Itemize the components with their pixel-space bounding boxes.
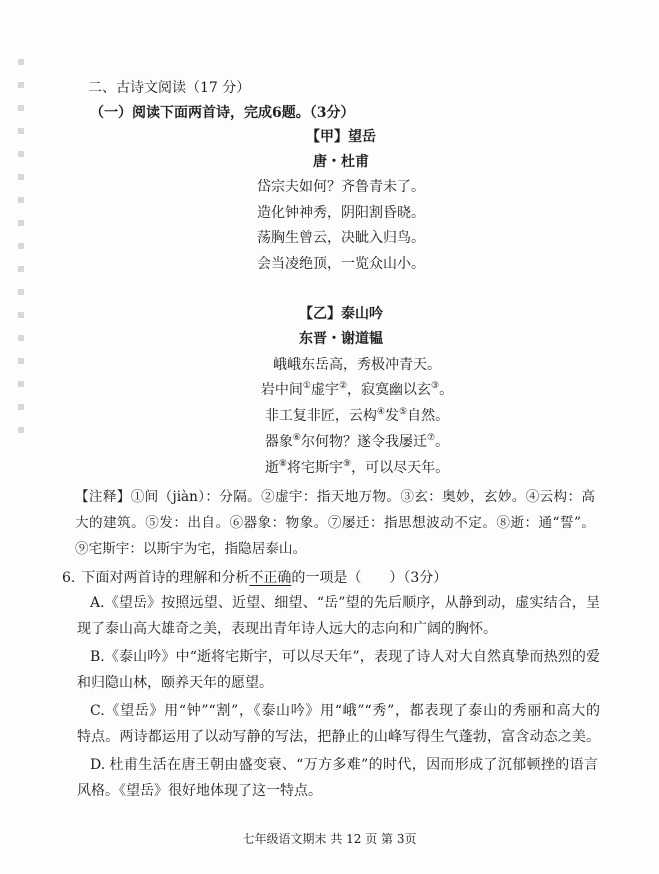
footnote-marker: ⑧ bbox=[278, 459, 287, 469]
option-b-line-2: 和归隐山林，颐养天年的愿望。 bbox=[77, 675, 273, 691]
footnote-marker: ② bbox=[338, 381, 348, 391]
footnote-marker: ① bbox=[302, 381, 311, 391]
footnote-marker: ⑨ bbox=[343, 459, 352, 469]
option-c-line-1 bbox=[90, 700, 600, 722]
poem-line: 岱宗夫如何？齐鲁青未了。 bbox=[257, 179, 425, 195]
option-label: A. bbox=[90, 595, 105, 611]
option-label: C. bbox=[90, 703, 105, 719]
poem-title: 【甲】望岳 bbox=[306, 129, 376, 145]
option-a-line-2: 现了泰山高大雄奇之美，表现出青年诗人远大的志向和广阔的胸怀。 bbox=[77, 621, 497, 637]
annotation-line: ⑨宅斯宇：以斯宇为宅，指隐居泰山。 bbox=[75, 541, 307, 557]
poem-line: 会当凌绝顶，一览众山小。 bbox=[257, 256, 425, 272]
page-footer: 七年级语文期末 共 12 页 第 3页 bbox=[242, 832, 417, 846]
option-text: 杜甫生活在唐王朝由盛变衰、“万方多难”的时代，因而形成了沉郁顿挫的语言 bbox=[109, 757, 598, 773]
footnote-marker: ⑤ bbox=[399, 407, 408, 417]
option-c-line-2: 特点。两诗都运用了以动写静的写法，把静止的山峰写得生气蓬勃，富含动态之美。 bbox=[77, 729, 600, 745]
poem-line: 荡胸生曾云，决眦入归鸟。 bbox=[257, 230, 425, 246]
reading-instruction: （一）阅读下面两首诗，完成6题。（3分） bbox=[90, 105, 355, 121]
annotation-line: 大的建筑。⑤发：出自。⑥器象：物象。⑦屡迁：指思想波动不定。⑧逝：通“誓”。 bbox=[75, 515, 595, 531]
poem-line: 峨峨东岳高，秀极冲青天。 bbox=[273, 357, 441, 373]
option-label: D. bbox=[90, 757, 106, 773]
section-heading: 二、古诗文阅读（17 分） bbox=[88, 80, 251, 96]
option-b-line-1 bbox=[90, 646, 600, 668]
poem-author: 唐・杜甫 bbox=[313, 154, 369, 170]
option-label: B. bbox=[90, 649, 105, 665]
poem-title: 【乙】泰山吟 bbox=[299, 306, 383, 322]
option-text: 《泰山吟》中“逝将宅斯宇，可以尽天年”，表现了诗人对大自然真挚而热烈的爱 bbox=[104, 649, 600, 665]
poem-line: 岩中间①虚宇②，寂寞幽以玄③。 bbox=[260, 381, 454, 398]
question-stem bbox=[62, 567, 447, 589]
question-emphasis: 不正确 bbox=[249, 570, 292, 586]
annotation-line: 【注释】①间（jiàn）：分隔。②虚宇：指天地万物。③玄：奥妙，玄妙。④云构：高 bbox=[75, 489, 595, 505]
option-d-line-1 bbox=[90, 754, 598, 776]
poem-line: 器象⑥尔何物？遂令我屡迁⑦。 bbox=[264, 433, 450, 450]
question-stem-text: 下面对两首诗的理解和分析 bbox=[81, 570, 250, 586]
option-a-line-1 bbox=[90, 592, 600, 614]
poem-line: 逝⑧将宅斯宇⑨，可以尽天年。 bbox=[264, 459, 450, 476]
poem-author: 东晋・谢道韫 bbox=[299, 331, 383, 347]
footnote-marker: ⑦ bbox=[427, 433, 436, 443]
option-d-line-2: 风格。《望岳》很好地体现了这一特点。 bbox=[77, 783, 322, 799]
footnote-marker: ③ bbox=[431, 381, 440, 391]
poem-line: 造化钟神秀，阴阳割昏晓。 bbox=[257, 205, 425, 221]
poem-line: 非工复非匠，云构④发⑤自然。 bbox=[264, 407, 450, 424]
question-stem-tail: 的一项是（ ）（3分） bbox=[291, 570, 448, 586]
option-text: 《望岳》用“钟”“割”，《泰山吟》用“峨”“秀”，都表现了泰山的秀丽和高大的 bbox=[104, 703, 600, 719]
option-text: 《望岳》按照远望、近望、细望、“岳”望的先后顺序，从静到动，虚实结合，呈 bbox=[104, 595, 600, 611]
binding-margin-marks bbox=[18, 42, 24, 437]
footnote-marker: ⑥ bbox=[292, 433, 301, 443]
question-number: 6. bbox=[62, 570, 76, 586]
footnote-marker: ④ bbox=[376, 407, 385, 417]
